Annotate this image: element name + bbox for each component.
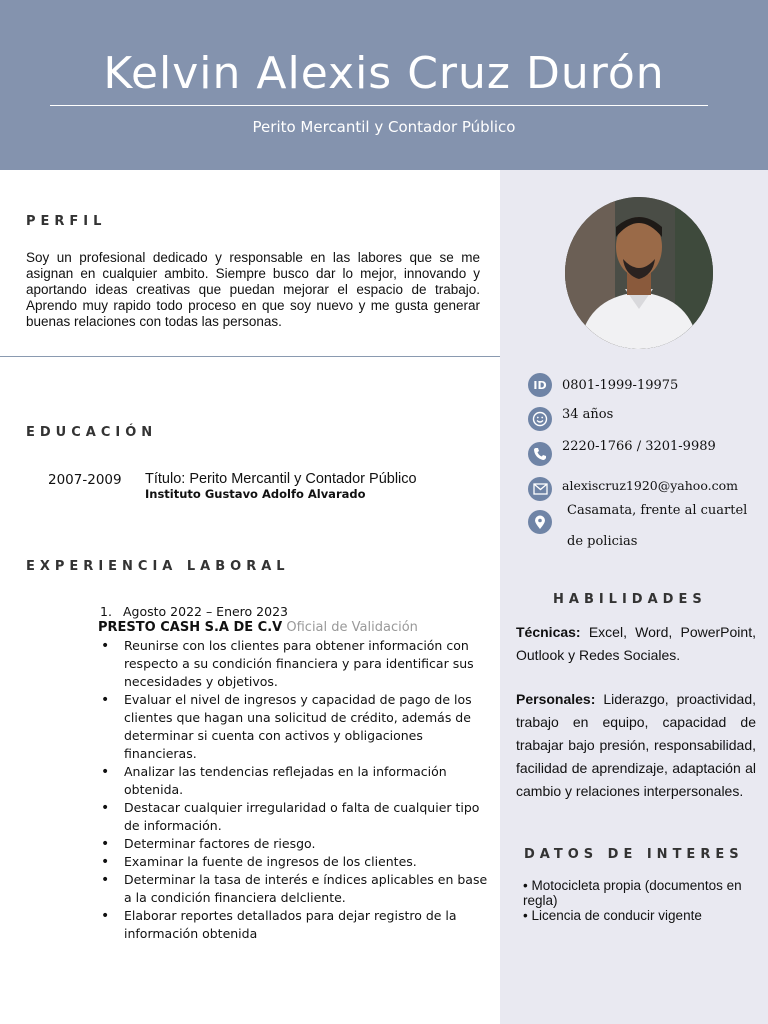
- job-company: PRESTO CASH S.A DE C.V: [98, 620, 283, 635]
- header-divider: [50, 105, 708, 106]
- education-years: 2007-2009: [48, 472, 122, 488]
- phone-text: 2220-1766 / 3201-9989: [562, 439, 716, 454]
- education-degree: Título: Perito Mercantil y Contador Público: [145, 471, 417, 487]
- contact-address: [528, 510, 552, 534]
- list-item: • Examinar la fuente de ingresos de los clientes.: [98, 853, 488, 871]
- job-number: 1.: [100, 604, 112, 619]
- envelope-icon: [528, 477, 552, 501]
- list-item: • Reunirse con los clientes para obtener información con respecto a su condición financiera y para identificar sus necesidades y objetivos.: [98, 637, 488, 691]
- id-number: 0801-1999-19975: [562, 377, 679, 393]
- contact-age: [528, 407, 613, 431]
- section-divider: [0, 356, 500, 357]
- job-role: Oficial de Validación: [286, 620, 418, 635]
- education-institution: Instituto Gustavo Adolfo Alvarado: [145, 487, 366, 501]
- location-pin-icon: [528, 510, 552, 534]
- address-line-2: de policias: [567, 534, 638, 549]
- perfil-text: Soy un profesional dedicado y responsable en las labores que se me asignan en cualquier ambito. Siempre busco dar lo mejor, innovando y aportando ideas creativas que puedan mejorar el espacio de trabajo. Aprendo muy rapido todo proceso en que soy nuevo y me gusta generar buenas relaciones con todas las personas.: [26, 250, 480, 329]
- interes-item-2: • Licencia de conducir vigente: [523, 908, 702, 923]
- interes-heading: DATOS DE INTERES: [524, 847, 744, 862]
- job-header: [98, 620, 418, 635]
- age-text: 34 años: [562, 406, 614, 422]
- candidate-name: Kelvin Alexis Cruz Durón: [103, 48, 665, 99]
- contact-email: [528, 477, 738, 501]
- list-item: • Destacar cualquier irregularidad o falta de cualquier tipo de información.: [98, 799, 488, 835]
- candidate-title: Perito Mercantil y Contador Público: [252, 118, 516, 136]
- tecnicas-paragraph: [516, 621, 756, 667]
- perfil-heading: PERFIL: [26, 214, 107, 229]
- personales-paragraph: [516, 688, 756, 803]
- address-line-1: Casamata, frente al cuartel: [567, 503, 748, 518]
- interes-item-1: • Motocicleta propia (documentos en regla): [523, 878, 742, 908]
- job-period: Agosto 2022 – Enero 2023: [123, 604, 288, 619]
- id-card-icon: ID: [528, 373, 552, 397]
- contact-id: [528, 373, 678, 397]
- personales-label: Personales:: [516, 691, 596, 707]
- contact-phone: [528, 439, 716, 466]
- personales-text: Liderazgo, proactividad, trabajo en equipo, capacidad de trabajar bajo presión, responsabilidad, facilidad de aprendizaje, adaptación al cambio y relaciones interpersonales.: [516, 691, 756, 799]
- list-item: • Determinar la tasa de interés e índices aplicables en base a la condición financiera delcliente.: [98, 871, 488, 907]
- phone-icon: [528, 442, 552, 466]
- list-item: • Evaluar el nivel de ingresos y capacidad de pago de los clientes que hagan una solicitud de crédito, además de determinar si cuenta con activos y obligaciones financieras.: [98, 691, 488, 763]
- email-text: alexiscruz1920@yahoo.com: [562, 477, 738, 493]
- experiencia-heading: EXPERIENCIA LABORAL: [26, 559, 290, 574]
- smiley-icon: [528, 407, 552, 431]
- tecnicas-label: Técnicas:: [516, 624, 581, 640]
- profile-photo: [565, 197, 713, 349]
- habilidades-heading: HABILIDADES: [553, 592, 707, 607]
- list-item: • Determinar factores de riesgo.: [98, 835, 488, 853]
- list-item: • Elaborar reportes detallados para dejar registro de la información obtenida: [98, 907, 488, 943]
- job-responsibilities: [98, 637, 488, 943]
- list-item: • Analizar las tendencias reflejadas en la información obtenida.: [98, 763, 488, 799]
- tecnicas-text: Excel, Word, PowerPoint, Outlook y Redes Sociales.: [516, 624, 756, 663]
- educacion-heading: EDUCACIÓN: [26, 425, 158, 440]
